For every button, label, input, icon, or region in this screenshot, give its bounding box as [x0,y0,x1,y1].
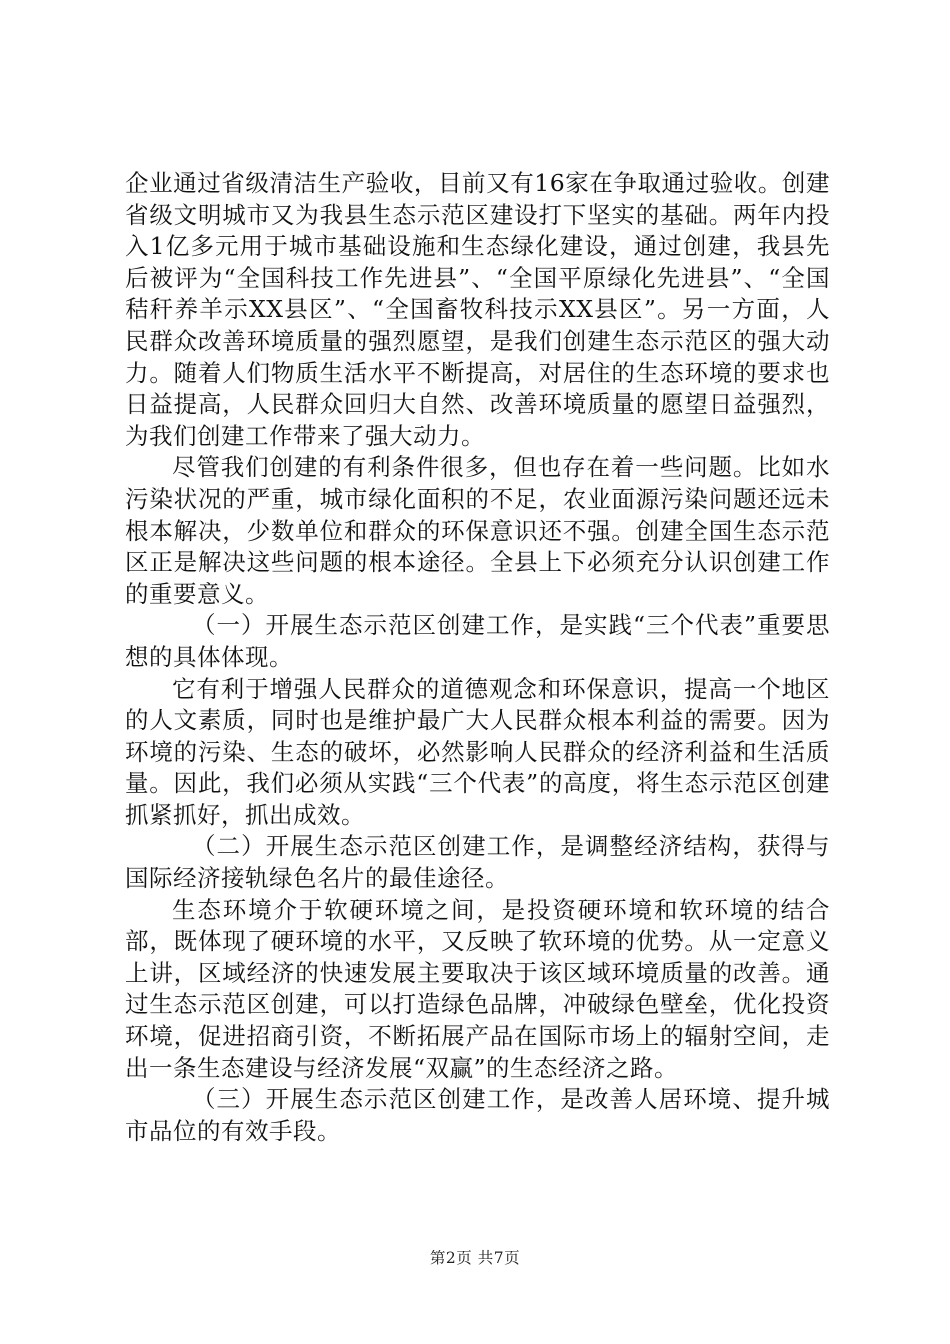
document-body [125,168,830,1147]
section-heading-2: （二）开展生态示范区创建工作，是调整经济结构，获得与国际经济接轨绿色名片的最佳途径。 [125,832,830,893]
section-heading-1: （一）开展生态示范区创建工作，是实践“三个代表”重要思想的具体体现。 [125,611,830,671]
paragraph-problems: 尽管我们创建的有利条件很多，但也存在着一些问题。比如水污染状况的严重，城市绿化面积的不足，农业面源污染问题还远未根本解决，少数单位和群众的环保意识还不强。创建全国生态示范区正是解决这些问题的根本途径。全县上下必须充分认识创建工作的重要意义。 [125,453,830,608]
paragraph-section-1: 它有利于增强人民群众的道德观念和环保意识，提高一个地区的人文素质，同时也是维护最广大人民群众根本利益的需要。因为环境的污染、生态的破坏，必然影响人民群众的经济利益和生活质量。因此，我们必须从实践“三个代表”的高度，将生态示范区创建抓紧抓好，抓出成效。 [125,674,830,829]
section-heading-3: （三）开展生态示范区创建工作，是改善人居环境、提升城市品位的有效手段。 [125,1085,830,1145]
paragraph-section-2: 生态环境介于软硬环境之间，是投资硬环境和软环境的结合部，既体现了硬环境的水平，又反映了软环境的优势。从一定意义上讲，区域经济的快速发展主要取决于该区域环境质量的改善。通过生态示范区创建，可以打造绿色品牌，冲破绿色壁垒，优化投资环境，促进招商引资，不断拓展产品在国际市场上的辐射空间，走出一条生态建设与经济发展“双赢”的生态经济之路。 [125,895,830,1082]
paragraph-continued: 企业通过省级清洁生产验收，目前又有16家在争取通过验收。创建省级文明城市又为我县生态示范区建设打下坚实的基础。两年内投入1亿多元用于城市基础设施和生态绿化建设，通过创建，我县先后被评为“全国科技工作先进县”、“全国平原绿化先进县”、“全国秸秆养羊示XX县区”、“全国畜牧科技示XX县区”。另一方面，人民群众改善环境质量的强烈愿望，是我们创建生态示范区的强大动力。随着人们物质生活水平不断提高，对居住的生态环境的要求也日益提高，人民群众回归大自然、改善环境质量的愿望日益强烈，为我们创建工作带来了强大动力。 [125,169,830,450]
page-number-footer: 第2页 共7页 [429,1249,521,1267]
